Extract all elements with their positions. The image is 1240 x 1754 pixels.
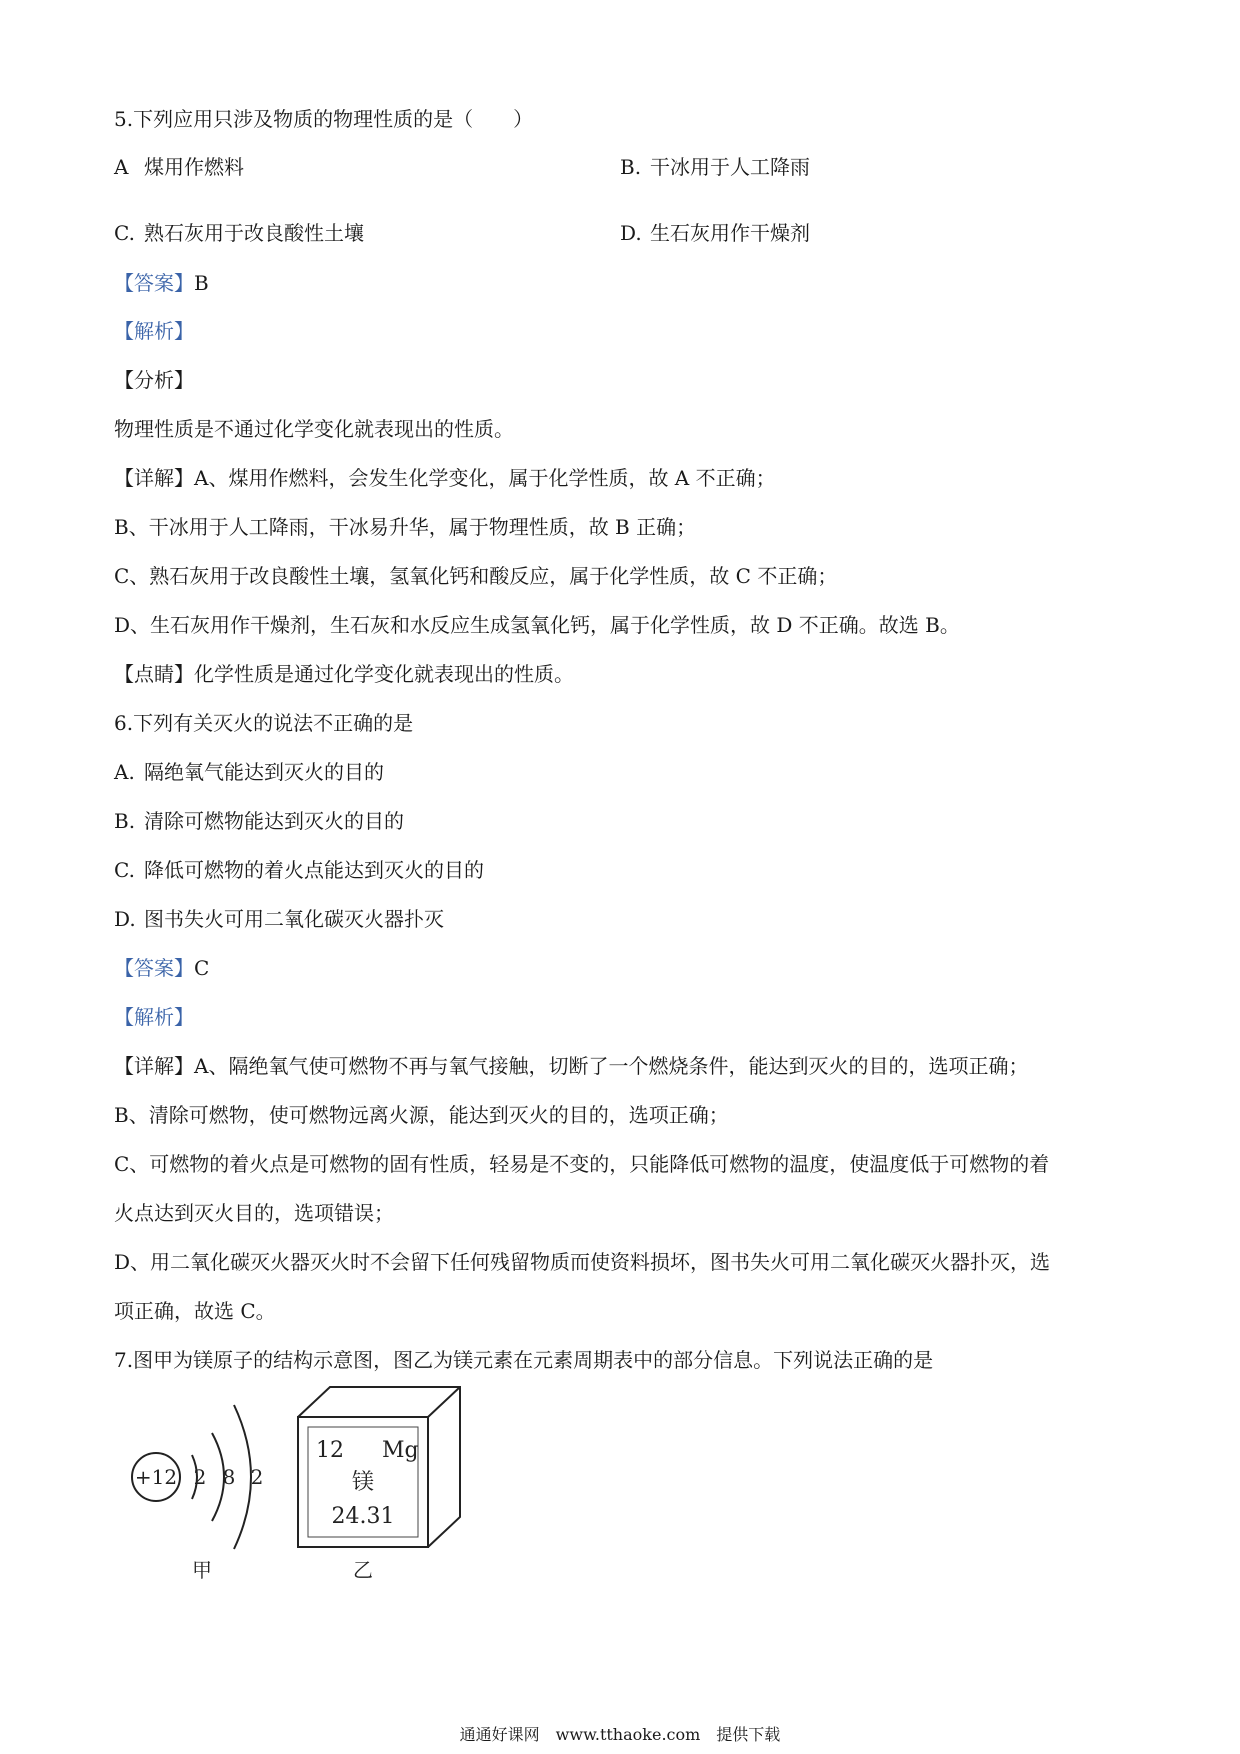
- option-label: A: [114, 155, 129, 179]
- q5-option-d: [620, 220, 810, 246]
- cell-3d-edge: [428, 1387, 460, 1417]
- atomic-number: 12: [316, 1438, 344, 1463]
- q5-option-a: [114, 154, 244, 180]
- dianjing-text: 化学性质是通过化学变化就表现出的性质。: [194, 662, 574, 686]
- q5-detail-line-2: B、干冰用于人工降雨，干冰易升华，属于物理性质，故 B 正确；: [114, 515, 697, 539]
- q5-fenxi-text: 物理性质是不通过化学变化就表现出的性质。: [114, 417, 514, 441]
- option-label: C.: [114, 221, 135, 245]
- option-label: A.: [114, 760, 135, 784]
- q5-stem: 5.下列应用只涉及物质的物理性质的是（ ）: [114, 107, 534, 131]
- q5-analysis-tag: [114, 318, 194, 344]
- answer-tag: 【答案】: [114, 956, 194, 980]
- q6-analysis-tag: [114, 1004, 194, 1030]
- q5-dianjing: [114, 661, 574, 687]
- q7-figure: [120, 1385, 480, 1585]
- shell-electrons-1: 2: [193, 1465, 207, 1489]
- option-text: 煤用作燃料: [144, 155, 244, 179]
- q6-answer: [114, 955, 209, 981]
- atomic-mass: 24.31: [331, 1504, 395, 1529]
- q6-option-d: [114, 906, 444, 932]
- page-footer: 通通好课网 www.tthaoke.com 提供下载: [459, 1725, 781, 1744]
- detail-text: A、隔绝氧气使可燃物不再与氧气接触，切断了一个燃烧条件，能达到灭火的目的，选项正确；: [194, 1054, 1029, 1078]
- q6-stem: 6.下列有关灭火的说法不正确的是: [114, 711, 414, 735]
- q6-detail-line-4: 火点达到灭火目的，选项错误；: [114, 1201, 394, 1225]
- q5-option-c: [114, 220, 364, 246]
- q5-detail-line-3: C、熟石灰用于改良酸性土壤，氢氧化钙和酸反应，属于化学性质，故 C 不正确；: [114, 564, 838, 588]
- detail-tag: 【详解】: [114, 1054, 194, 1078]
- q5-detail-line-1: [114, 465, 776, 491]
- q6-option-c: [114, 857, 484, 883]
- option-text: 生石灰用作干燥剂: [650, 221, 810, 245]
- element-cell: [298, 1387, 460, 1582]
- q5-answer: [114, 270, 209, 296]
- option-text: 降低可燃物的着火点能达到灭火的目的: [144, 858, 484, 882]
- q7-stem: 7.图甲为镁原子的结构示意图，图乙为镁元素在元素周期表中的部分信息。下列说法正确的是: [114, 1348, 934, 1372]
- option-text: 清除可燃物能达到灭火的目的: [144, 809, 404, 833]
- q6-detail-line-5: D、用二氧化碳灭火器灭火时不会留下任何残留物质而使资料损坏，图书失火可用二氧化碳灭火器扑灭，选: [114, 1250, 1051, 1274]
- atom-diagram: [132, 1405, 263, 1582]
- option-text: 干冰用于人工降雨: [650, 155, 810, 179]
- shell-arc-3: [234, 1405, 251, 1549]
- atom-caption: 甲: [192, 1558, 212, 1582]
- q6-detail-line-3: C、可燃物的着火点是可燃物的固有性质，轻易是不变的，只能降低可燃物的温度，使温度低于可燃物的着: [114, 1152, 1050, 1176]
- q6-option-b: [114, 808, 404, 834]
- detail-tag: 【详解】: [114, 466, 194, 490]
- q6-detail-line-6: 项正确，故选 C。: [114, 1299, 276, 1323]
- analysis-tag: 【解析】: [114, 319, 194, 343]
- element-caption: 乙: [353, 1558, 373, 1582]
- dianjing-tag: 【点睛】: [114, 662, 194, 686]
- option-label: B.: [620, 155, 642, 179]
- q6-option-a: [114, 759, 384, 785]
- option-label: D.: [620, 221, 642, 245]
- element-name: 镁: [351, 1470, 375, 1495]
- detail-text: A、煤用作燃料，会发生化学变化，属于化学性质，故 A 不正确；: [194, 466, 776, 490]
- option-text: 图书失火可用二氧化碳灭火器扑灭: [144, 907, 444, 931]
- element-symbol: Mg: [382, 1438, 419, 1463]
- q6-detail-line-1: [114, 1053, 1028, 1079]
- answer-value: C: [194, 956, 210, 980]
- shell-electrons-3: 2: [250, 1465, 264, 1489]
- option-label: C.: [114, 858, 135, 882]
- q5-fenxi-tag: 【分析】: [114, 368, 194, 392]
- answer-value: B: [194, 271, 209, 295]
- option-text: 熟石灰用于改良酸性土壤: [144, 221, 364, 245]
- nucleus-charge: +12: [134, 1465, 178, 1489]
- analysis-tag: 【解析】: [114, 1005, 194, 1029]
- q6-detail-line-2: B、清除可燃物，使可燃物远离火源，能达到灭火的目的，选项正确；: [114, 1103, 729, 1127]
- q5-detail-line-4: D、生石灰用作干燥剂，生石灰和水反应生成氢氧化钙，属于化学性质，故 D 不正确。故选 B。: [114, 613, 960, 637]
- answer-tag: 【答案】: [114, 271, 194, 295]
- option-label: D.: [114, 907, 136, 931]
- q5-option-b: [620, 154, 810, 180]
- shell-electrons-2: 8: [222, 1465, 236, 1489]
- option-label: B.: [114, 809, 136, 833]
- option-text: 隔绝氧气能达到灭火的目的: [144, 760, 384, 784]
